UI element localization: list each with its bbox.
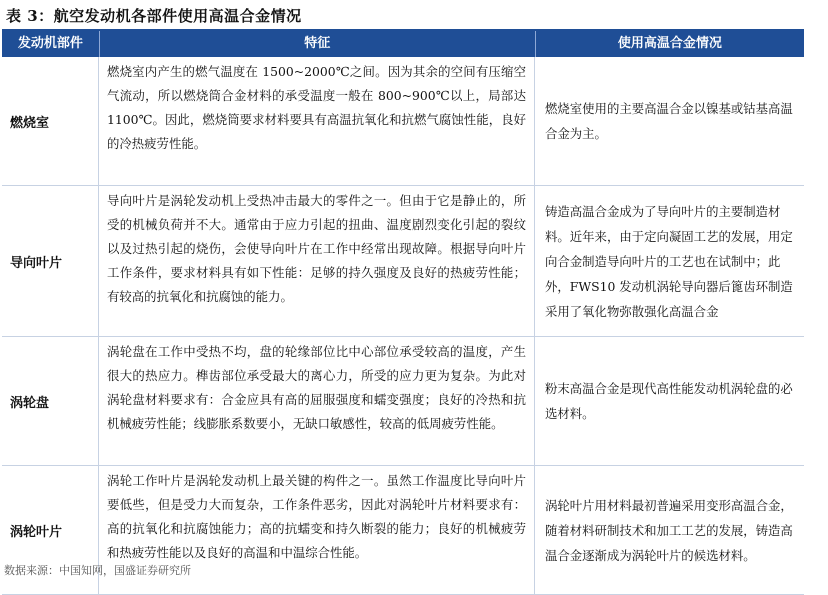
row-feature-text: 燃烧室内产生的燃气温度在 1500~2000℃之间。因为其余的空间有压缩空气流动，所以燃烧筒合金材料的承受温度一般在 800~900℃以上，局部达 1100℃。因此，燃烧筒要求材料要具有高温抗氧化和抗燃气腐蚀性能，良好的冷热疲劳性能。 — [99, 57, 535, 185]
header-feature: 特征 — [100, 31, 536, 57]
table-header — [2, 29, 804, 57]
row-usage-text: 涡轮叶片用材料最初普遍采用变形高温合金，随着材料研制技术和加工工艺的发展，铸造高温合金逐渐成为涡轮叶片的候选材料。 — [545, 497, 793, 563]
alloy-usage-table — [2, 29, 804, 595]
table-title: 表 3：航空发动机各部件使用高温合金情况 — [6, 7, 302, 25]
header-part: 发动机部件 — [2, 31, 100, 57]
header-usage: 使用高温合金情况 — [617, 36, 722, 51]
row-feature-text: 涡轮盘在工作中受热不均，盘的轮缘部位比中心部位承受较高的温度，产生很大的热应力。榫齿部位承受最大的离心力，所受的应力更为复杂。为此对涡轮盘材料要求有：合金应具有高的屈服强度和蠕变强度；良好的冷热和抗机械疲劳性能；线膨胀系数要小，无缺口敏感性，较高的低周疲劳性能。 — [99, 337, 535, 465]
table-row-combustor — [2, 57, 804, 186]
row-part-name: 涡轮叶片 — [2, 466, 99, 594]
row-part-name: 涡轮盘 — [2, 337, 99, 465]
source-note: 数据来源：中国知网，国盛证券研究所 — [4, 564, 191, 577]
table-row-guide-vane — [2, 186, 804, 337]
row-usage-text: 铸造高温合金成为了导向叶片的主要制造材料。近年来，由于定向凝固工艺的发展，用定向合金制造导向叶片的工艺也在试制中；此外，FWS10 发动机涡轮导向器后篦齿环制造采用了氧化物弥散强化高温合金 — [545, 203, 793, 319]
row-part-name: 导向叶片 — [2, 186, 99, 336]
table-row-turbine-disk — [2, 337, 804, 466]
row-usage-text: 燃烧室使用的主要高温合金以镍基或钴基高温合金为主。 — [545, 101, 793, 141]
row-usage-text: 粉末高温合金是现代高性能发动机涡轮盘的必选材料。 — [545, 381, 793, 421]
row-part-name: 燃烧室 — [2, 57, 99, 185]
row-feature-text: 涡轮工作叶片是涡轮发动机上最关键的构件之一。虽然工作温度比导向叶片要低些，但是受力大而复杂，工作条件恶劣，因此对涡轮叶片材料要求有：高的抗氧化和抗腐蚀能力；高的抗蠕变和持久断裂的能力；良好的机械疲劳和热疲劳性能以及良好的高温和中温综合性能。 — [99, 466, 535, 594]
row-feature-text: 导向叶片是涡轮发动机上受热冲击最大的零件之一。但由于它是静止的，所受的机械负荷并不大。通常由于应力引起的扭曲、温度剧烈变化引起的裂纹以及过热引起的烧伤，会使导向叶片在工作中经常出现故障。根据导向叶片工作条件，要求材料具有如下性能：足够的持久强度及良好的热疲劳性能；有较高的抗氧化和抗腐蚀的能力。 — [99, 186, 535, 336]
